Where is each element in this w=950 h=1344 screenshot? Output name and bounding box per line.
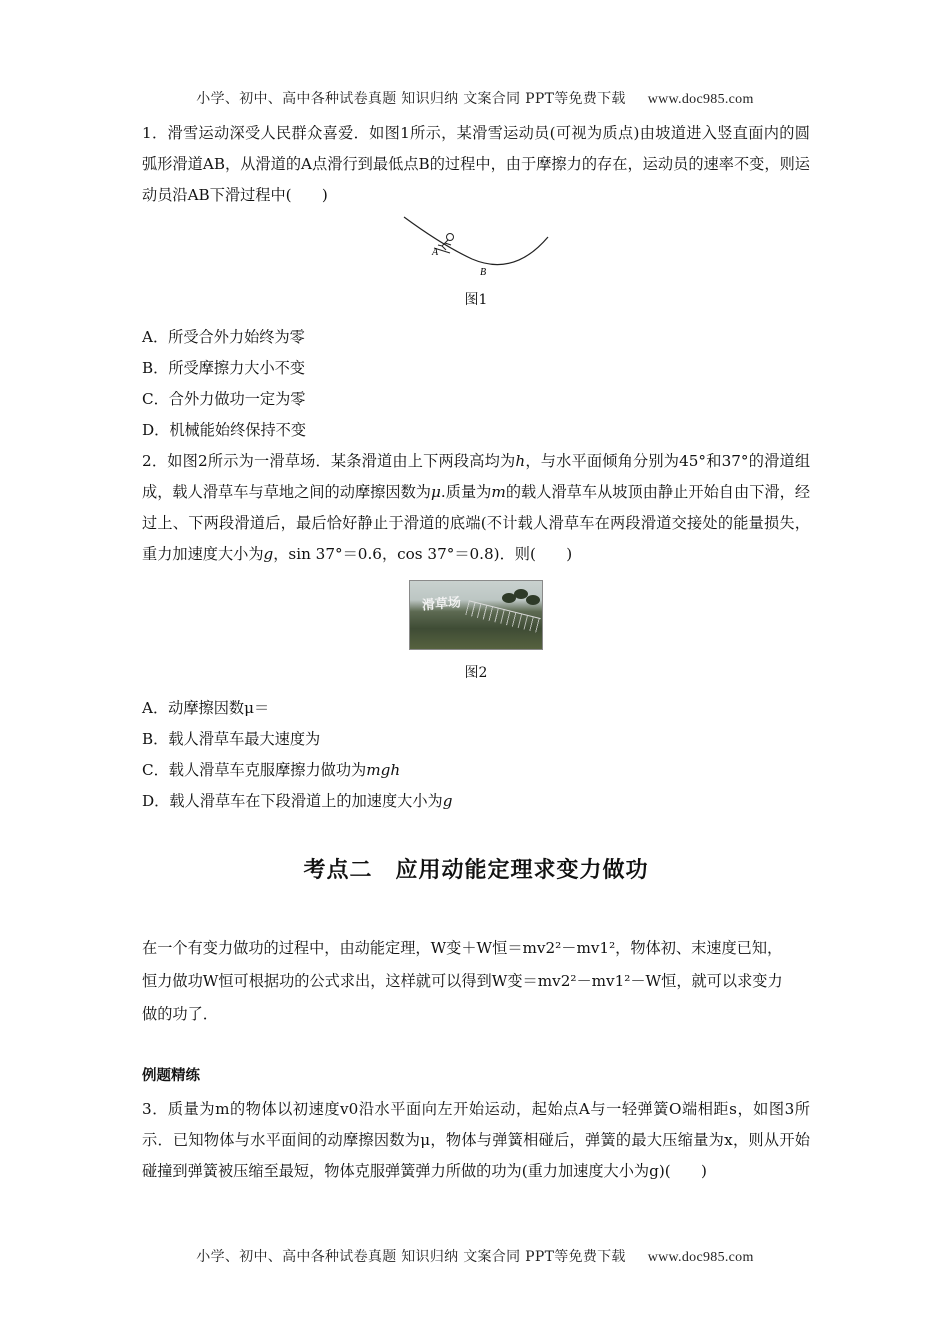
intro-line-3: 做的功了． <box>142 1005 218 1023</box>
point-a-label: A <box>432 247 439 258</box>
ski-track-diagram <box>142 215 810 279</box>
question-2-options <box>142 693 810 817</box>
question-1-options <box>142 322 810 446</box>
page-header <box>0 88 950 108</box>
photo-fence <box>465 600 540 632</box>
page-footer <box>0 1246 950 1266</box>
q2-option-c-text: C．载人滑草车克服摩擦力做功为 <box>142 761 367 779</box>
header-url[interactable]: www.doc985.com <box>647 92 754 107</box>
figure-1-caption: 图1 <box>464 292 488 308</box>
skier-head <box>447 234 454 241</box>
q2-part-1: 2．如图2所示为一滑草场．某条滑道由上下两段高均为 <box>142 452 516 470</box>
section-intro <box>142 932 810 1031</box>
q2-var-g: g <box>263 545 274 563</box>
photo-sign-text: 滑草场 <box>421 595 462 614</box>
page-content <box>142 118 810 1187</box>
figure-2 <box>142 580 810 652</box>
q1-option-b: B．所受摩擦力大小不变 <box>142 359 306 377</box>
q2-option-c <box>142 755 810 786</box>
q2-option-a: A．动摩擦因数μ＝ <box>142 699 270 717</box>
q2-part-5: ，sin 37°＝0.6，cos 37°＝0.8)．则( ) <box>273 545 573 563</box>
q2-option-c-var: mgh <box>366 761 401 779</box>
q1-option-a: A．所受合外力始终为零 <box>142 328 305 346</box>
figure-2-caption: 图2 <box>464 665 488 681</box>
question-1-text: 1．滑雪运动深受人民群众喜爱．如图1所示，某滑雪运动员(可视为质点)由坡道进入竖直面内的圆弧形滑道AB，从滑道的A点滑行到最低点B的过程中，由于摩擦力的存在，运动员的速率不变，则运动员沿AB下滑过程中( ) <box>142 124 810 204</box>
q2-part-4: 的载人滑草车从坡顶由静止开始自由下滑，经过上、下两段滑道后，最后恰好静止于滑道的底端(不计载人滑草车在两段滑道交接处的能量损失，重力加速度大小为 <box>142 483 811 563</box>
q2-option-d <box>142 786 810 817</box>
figure-1 <box>142 215 810 279</box>
q2-var-h: h <box>515 452 526 470</box>
photo-tree <box>526 595 540 605</box>
point-b-label: B <box>480 267 487 278</box>
grass-slide-photo <box>409 580 543 650</box>
q2-option-d-text: D．载人滑草车在下段滑道上的加速度大小为 <box>142 792 443 810</box>
q2-option-b: B．载人滑草车最大速度为 <box>142 730 321 748</box>
example-heading: 例题精练 <box>142 1068 200 1084</box>
q1-option-d: D．机械能始终保持不变 <box>142 421 307 439</box>
arc-track <box>404 217 548 265</box>
q2-var-mu: μ <box>431 483 441 501</box>
question-2-text <box>142 446 810 570</box>
section-title: 考点二 应用动能定理求变力做功 <box>303 858 649 883</box>
q2-part-3: .质量为 <box>440 483 492 501</box>
header-text: 小学、初中、高中各种试卷真题 知识归纳 文案合同 PPT等免费下载 <box>196 91 626 107</box>
question-3-text: 3．质量为m的物体以初速度v0沿水平面向左开始运动，起始点A与一轻弹簧O端相距s，如图3所示．已知物体与水平面间的动摩擦因数为μ，物体与弹簧相碰后，弹簧的最大压缩量为x，则从开始碰撞到弹簧被压缩至最短，物体克服弹簧弹力所做的功为(重力加速度大小为g)( ) <box>142 1100 810 1180</box>
intro-line-1: 在一个有变力做功的过程中，由动能定理，W变＋W恒＝mv2²－mv1²，物体初、末速度已知， <box>142 939 783 957</box>
footer-text: 小学、初中、高中各种试卷真题 知识归纳 文案合同 PPT等免费下载 <box>196 1249 626 1265</box>
q2-var-m: m <box>491 483 506 501</box>
q1-option-c: C．合外力做功一定为零 <box>142 390 306 408</box>
q2-option-d-var: g <box>442 792 453 810</box>
intro-line-2: 恒力做功W恒可根据功的公式求出，这样就可以得到W变＝mv2²－mv1²－W恒，就可以求变力 <box>142 972 783 990</box>
footer-url[interactable]: www.doc985.com <box>647 1250 754 1265</box>
q2-part-2: ，与水平面倾角分别为45°和37°的滑道组成，载人滑草车与草地之间的动摩擦因数为 <box>142 452 811 501</box>
